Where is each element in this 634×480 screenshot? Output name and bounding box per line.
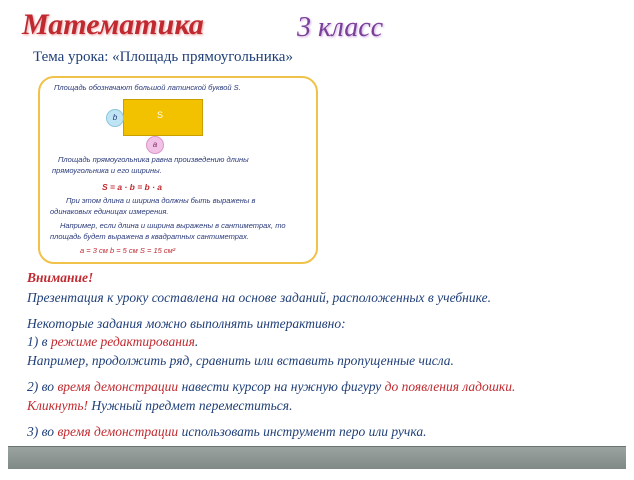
rectangle-shape[interactable] (123, 99, 203, 136)
side-b-badge[interactable]: b (106, 109, 124, 127)
demo-time-highlight: время демонстрации (57, 379, 179, 394)
note-item-3 (27, 424, 426, 440)
area-formula: S = a · b = b · a (102, 182, 162, 192)
card-line: прямоугольника и его ширины. (52, 166, 162, 175)
slide-title: Математика (22, 8, 204, 41)
hand-cursor-highlight: до появления ладошки. (384, 379, 516, 394)
card-line: площадь будет выражена в квадратных сантиметрах. (50, 232, 249, 241)
item-prefix: 2) во (27, 379, 58, 394)
card-line: одинаковых единицах измерения. (50, 207, 169, 216)
item-suffix: Нужный предмет переместиться. (88, 398, 293, 413)
item-prefix: 3) во (27, 424, 58, 439)
side-a-badge[interactable]: a (146, 136, 164, 154)
grade-label: 3 класс (297, 12, 384, 43)
card-line: Например, если длина и ширина выражены в сантиметрах, то (60, 221, 286, 230)
rectangle-area-label: S (157, 110, 164, 120)
note-line: Например, продолжить ряд, сравнить или вставить пропущенные числа. (27, 353, 454, 368)
note-item-1 (27, 334, 198, 350)
item-prefix: 1) в (27, 334, 51, 349)
card-line: При этом длина и ширина должны быть выражены в (66, 196, 256, 205)
demo-time-highlight: время демонстрации (57, 424, 179, 439)
note-line: Презентация к уроку составлена на основе заданий, расположенных в учебнике. (27, 290, 491, 305)
slide (8, 0, 626, 446)
item-suffix: использовать инструмент перо или ручка. (178, 424, 427, 439)
click-highlight: Кликнуть! (27, 398, 88, 413)
note-item-2 (27, 379, 515, 395)
item-suffix: . (194, 334, 199, 349)
attention-label: Внимание! (27, 270, 94, 285)
lesson-topic: Тема урока: «Площадь прямоугольника» (33, 49, 293, 65)
card-line: Площадь обозначают большой латинской буквой S. (54, 83, 241, 92)
item-middle: навести курсор на нужную фигуру (178, 379, 385, 394)
note-line: Некоторые задания можно выполнять интерактивно: (27, 316, 346, 331)
card-line: Площадь прямоугольника равна произведению длины (58, 155, 249, 164)
example-values: a = 3 см b = 5 см S = 15 см² (80, 246, 176, 255)
lesson-card (38, 76, 318, 264)
edit-mode-highlight: режиме редактирования (50, 334, 195, 349)
slide-footer-bar (8, 446, 626, 469)
note-item-2b (27, 398, 292, 414)
